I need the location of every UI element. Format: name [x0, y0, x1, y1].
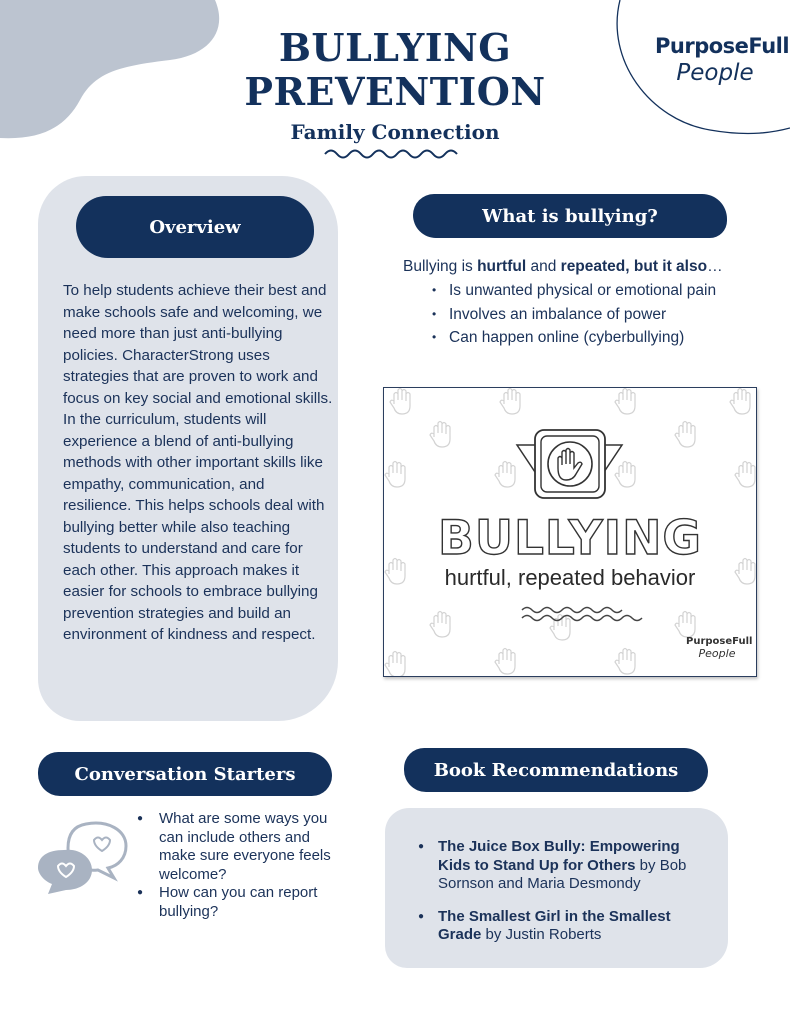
overview-body: To help students achieve their best and make schools safe and welcoming, we need more than just anti-bullying policies. CharacterStrong uses strategies that are proven to work and focus on key social and emotional skills. In the curriculum, students will experience a blend of anti-bullying methods with other important skills like empathy, communication, and resilience. This helps schools deal with bullying better while also teaching students to understand and care for each other. This approach makes it easier for schools to embrace bullying prevention strategies and build an environment of kindness and respect. — [63, 282, 333, 643]
list-item: ● What are some ways you can include others and make sure everyone feels welcome? — [137, 810, 337, 884]
bullying-slide-image — [383, 387, 757, 677]
intro-mid: and — [526, 258, 561, 275]
title-line1: BULLYING — [278, 25, 512, 70]
book-list — [418, 838, 708, 959]
book-authors: by Bob Sornson and Maria Desmondy — [438, 856, 687, 892]
page-subtitle: Family Connection — [290, 120, 500, 144]
intro-bold-hurtful: hurtful — [477, 258, 527, 275]
intro-prefix: Bullying is — [403, 258, 478, 275]
squiggle-divider — [323, 148, 465, 160]
bullying-intro — [403, 258, 723, 276]
list-item — [418, 908, 708, 945]
bullying-characteristics-list — [432, 279, 716, 350]
overview-heading: Overview — [76, 196, 314, 258]
slide-logo-line2: People — [698, 647, 736, 660]
intro-bold-repeated: repeated, but it also — [560, 258, 708, 275]
list-item — [418, 838, 708, 894]
conversation-starters-heading: Conversation Starters — [38, 752, 332, 796]
conversation-starters-list — [137, 810, 337, 921]
book-title: The Juice Box Bully: Empowering Kids to Stand Up for Others — [438, 838, 680, 874]
brand-logo-line2: People — [676, 60, 754, 86]
page-title — [0, 26, 790, 114]
book-authors: by Justin Roberts — [481, 926, 602, 943]
what-is-bullying-heading: What is bullying? — [413, 194, 727, 238]
list-item: • Can happen online (cyberbullying) — [432, 326, 716, 350]
brand-logo-line1: PurposeFull — [655, 34, 790, 58]
slide-logo-line1: PurposeFull — [686, 636, 753, 647]
chat-bubbles-icon — [36, 818, 130, 898]
slide-title: BULLYING — [438, 511, 702, 566]
intro-suffix: … — [707, 258, 723, 275]
book-title: The Smallest Girl in the Smallest Grade — [438, 907, 671, 943]
book-recommendations-heading: Book Recommendations — [404, 748, 708, 792]
list-item: • Is unwanted physical or emotional pain — [432, 279, 716, 303]
slide-logo — [686, 636, 753, 660]
list-item: ● How can you can report bullying? — [137, 884, 337, 921]
title-line2: PREVENTION — [244, 69, 546, 114]
list-item: • Involves an imbalance of power — [432, 303, 716, 327]
slide-subtitle: hurtful, repeated behavior — [444, 565, 696, 590]
